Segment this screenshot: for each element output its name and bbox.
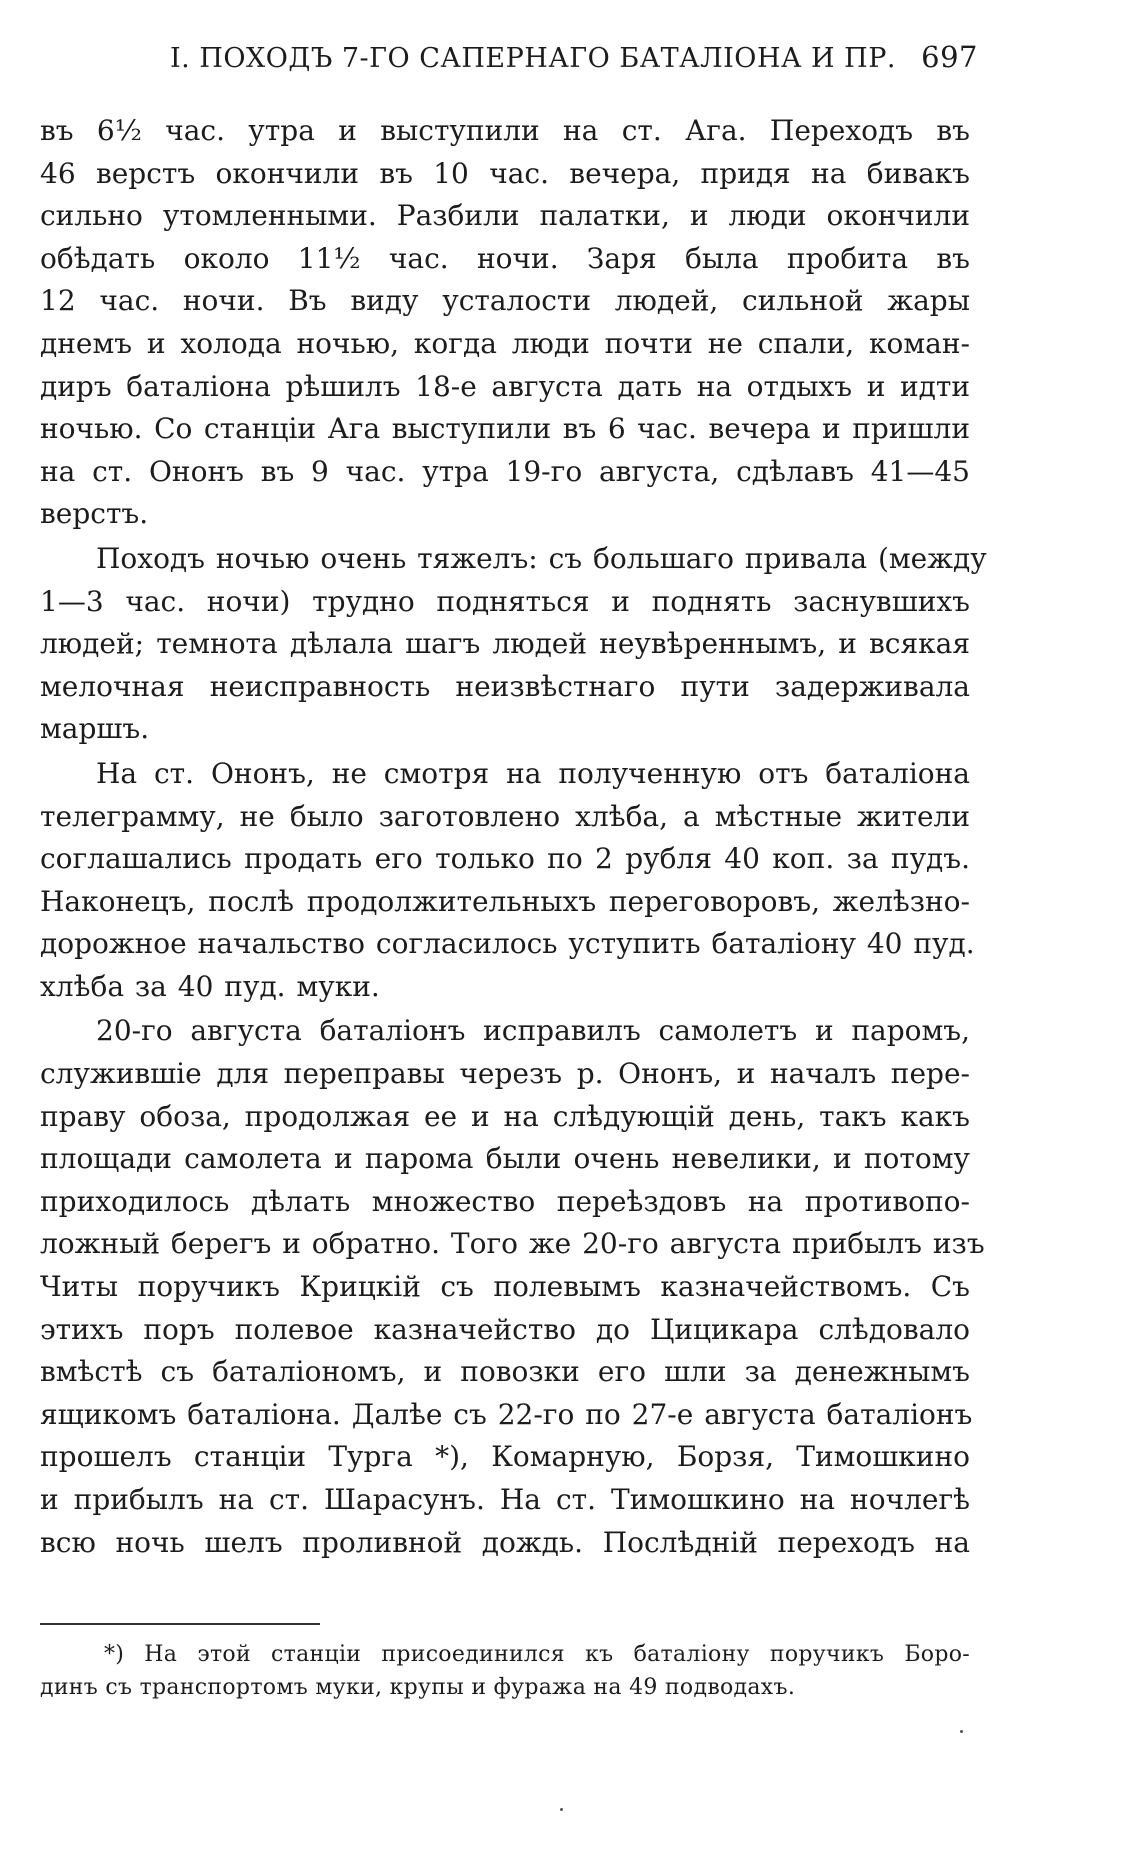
text-line: ящикомъ баталіона. Далѣе съ 22-го по 27-е августа баталіонъ [40, 1397, 973, 1431]
footnote-divider [40, 1623, 320, 1625]
text-line: сильно утомленными. Разбили палатки, и люди окончили [40, 199, 970, 233]
paragraph-3 [40, 753, 975, 1009]
footnote [40, 1638, 970, 1704]
body-text [40, 110, 987, 1564]
text-line: верстъ. [40, 497, 149, 531]
footnote-line: *) На этой станціи присоединился къ баталіону поручикъ Боро- [104, 1642, 970, 1667]
text-line: Читы поручикъ Крицкій съ полевымъ казначействомъ. Съ [40, 1270, 970, 1304]
text-line: Походъ ночью очень тяжелъ: съ большаго привала (между [96, 541, 987, 575]
book-page [40, 40, 987, 1700]
text-line: всю ночь шелъ проливной дождь. Послѣдній переходъ на [40, 1525, 970, 1559]
running-title: I. ПОХОДЪ 7-ГО САПЕРНАГО БАТАЛІОНА И ПР. [170, 43, 896, 74]
text-line: обѣдать около 11½ час. ночи. Заря была пробита въ [40, 241, 970, 275]
text-line: праву обоза, продолжая ее и на слѣдующій день, такъ какъ [40, 1099, 970, 1133]
text-line: 20-го августа баталіонъ исправилъ самолетъ и паромъ, [96, 1014, 970, 1048]
text-line: служившіе для переправы черезъ р. Ононъ, и началъ пере- [40, 1057, 970, 1091]
text-line: днемъ и холода ночью, когда люди почти не спали, коман- [40, 326, 970, 360]
text-line: приходилось дѣлать множество переѣздовъ на противопо- [40, 1184, 970, 1218]
paragraph-2 [40, 538, 987, 751]
text-line: 46 верстъ окончили въ 10 час. вечера, придя на бивакъ [40, 156, 970, 190]
text-line: прошелъ станціи Турга *), Комарную, Борзя, Тимошкино [40, 1440, 970, 1474]
text-line: и прибылъ на ст. Шарасунъ. На ст. Тимошкино на ночлегѣ [40, 1483, 970, 1516]
scan-speck [560, 1808, 563, 1811]
text-line: вмѣстѣ съ баталіономъ, и повозки его шли за денежнымъ [40, 1355, 970, 1389]
text-line: ночью. Со станціи Ага выступили въ 6 час. вечера и пришли [40, 412, 970, 446]
text-line: маршъ. [40, 712, 150, 746]
text-line: На ст. Ононъ, не смотря на полученную отъ баталіона [96, 756, 970, 790]
text-line: диръ баталіона рѣшилъ 18-е августа дать на отдыхъ и идти [40, 369, 970, 403]
text-line: Наконецъ, послѣ продолжительныхъ переговоровъ, желѣзно- [40, 884, 970, 918]
text-line: телеграмму, не было заготовлено хлѣба, а мѣстные жители [40, 799, 970, 833]
text-line: хлѣба за 40 пуд. муки. [40, 969, 380, 1003]
text-line: людей; темнота дѣлала шагъ людей неувѣреннымъ, и всякая [40, 627, 970, 661]
paragraph-4 [40, 1010, 985, 1564]
running-head [170, 40, 978, 98]
scan-speck [960, 1730, 963, 1733]
text-line: ложный берегъ и обратно. Того же 20-го августа прибылъ изъ [40, 1227, 985, 1261]
page-number: 697 [921, 40, 978, 74]
text-line: мелочная неисправность неизвѣстнаго пути задерживала [40, 669, 970, 703]
text-line: на ст. Ононъ въ 9 час. утра 19-го августа, сдѣлавъ 41—45 [40, 454, 970, 488]
paragraph-1 [40, 110, 970, 536]
text-line: дорожное начальство согласилось уступить баталіону 40 пуд. [40, 927, 975, 961]
text-line: соглашались продать его только по 2 рубля 40 коп. за пудъ. [40, 842, 970, 876]
text-line: 12 час. ночи. Въ виду усталости людей, сильной жары [40, 284, 970, 318]
text-line: площади самолета и парома были очень невелики, и потому [40, 1142, 970, 1176]
text-line: въ 6½ час. утра и выступили на ст. Ага. Переходъ въ [40, 114, 970, 147]
text-line: 1—3 час. ночи) трудно подняться и поднять заснувшихъ [40, 584, 970, 618]
text-line: этихъ поръ полевое казначейство до Цицикара слѣдовало [40, 1312, 970, 1346]
footnote-line: динъ съ транспортомъ муки, крупы и фуража на 49 подводахъ. [40, 1675, 796, 1700]
